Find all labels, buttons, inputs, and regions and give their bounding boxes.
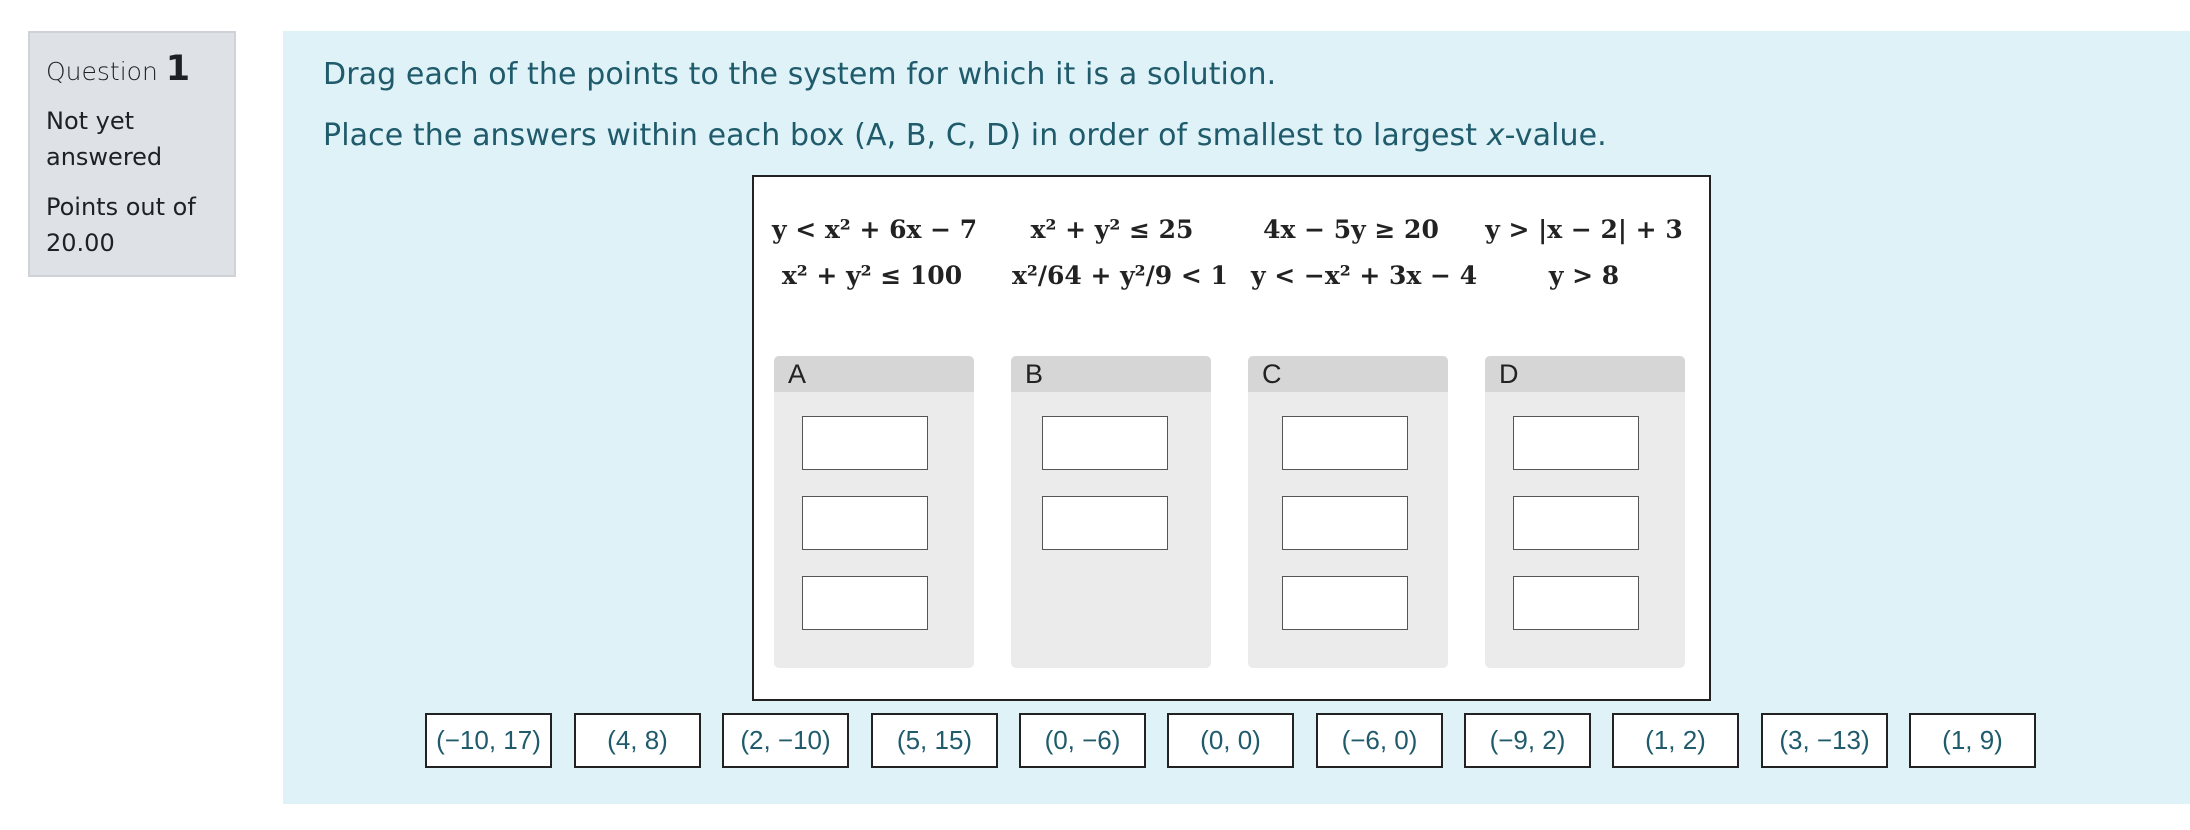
question-state-line2: answered	[46, 142, 163, 171]
question-text-line2	[323, 118, 1607, 153]
system-b-eq2: x²/64 + y²/9 < 1	[1012, 261, 1228, 290]
drop-zone-c-label: C	[1248, 356, 1448, 392]
drag-choice[interactable]: (5, 15)	[871, 713, 998, 768]
drop-slot-a3[interactable]	[802, 576, 928, 630]
question-number	[46, 47, 234, 93]
question-grade-line2: 20.00	[46, 228, 115, 257]
drag-choice[interactable]: (2, −10)	[722, 713, 849, 768]
question-grade	[46, 189, 216, 261]
drop-zone-d	[1485, 356, 1685, 668]
drag-choice[interactable]: (3, −13)	[1761, 713, 1888, 768]
question-label: Question	[46, 57, 158, 86]
drag-choice[interactable]: (4, 8)	[574, 713, 701, 768]
drop-slot-b2[interactable]	[1042, 496, 1168, 550]
question-number-value: 1	[165, 49, 191, 89]
drop-zone-d-label: D	[1485, 356, 1685, 392]
drop-slot-c1[interactable]	[1282, 416, 1408, 470]
question-text-line1: Drag each of the points to the system for which it is a solution.	[323, 57, 1277, 92]
system-a-eq2: x² + y² ≤ 100	[781, 261, 963, 290]
question-text-variable: x	[1486, 118, 1505, 153]
drag-choice[interactable]: (0, 0)	[1167, 713, 1294, 768]
drop-slot-d1[interactable]	[1513, 416, 1639, 470]
system-d-eq2: y > 8	[1548, 261, 1620, 290]
drop-zone-a-label: A	[774, 356, 974, 392]
drop-zone-b-label: B	[1011, 356, 1211, 392]
system-c-eq1: 4x − 5y ≥ 20	[1263, 215, 1439, 244]
drop-zone-a	[774, 356, 974, 668]
system-d-eq1: y > |x − 2| + 3	[1485, 215, 1683, 244]
system-a-eq1: y < x² + 6x − 7	[772, 215, 978, 244]
drop-slot-a2[interactable]	[802, 496, 928, 550]
drop-slot-c3[interactable]	[1282, 576, 1408, 630]
drop-zone-c	[1248, 356, 1448, 668]
system-a	[772, 207, 978, 299]
question-state-line1: Not yet	[46, 106, 135, 135]
question-text-line2-end: -value.	[1504, 118, 1607, 153]
drag-choice[interactable]: (−10, 17)	[425, 713, 552, 768]
drop-slot-d2[interactable]	[1513, 496, 1639, 550]
drag-choice[interactable]: (−6, 0)	[1316, 713, 1443, 768]
system-c-eq2: y < −x² + 3x − 4	[1251, 261, 1478, 290]
drop-zone-figure	[752, 175, 1711, 701]
drop-zone-b	[1011, 356, 1211, 668]
drag-choice[interactable]: (0, −6)	[1019, 713, 1146, 768]
drag-choice[interactable]: (1, 9)	[1909, 713, 2036, 768]
drag-choice[interactable]: (−9, 2)	[1464, 713, 1591, 768]
question-content	[283, 31, 2190, 804]
system-c	[1251, 207, 1478, 299]
drop-slot-c2[interactable]	[1282, 496, 1408, 550]
question-grade-line1: Points out of	[46, 192, 196, 221]
question-text-line2-start: Place the answers within each box (A, B, C, D) in order of smallest to largest	[323, 118, 1487, 153]
drop-slot-a1[interactable]	[802, 416, 928, 470]
drop-slot-b1[interactable]	[1042, 416, 1168, 470]
drag-choice[interactable]: (1, 2)	[1612, 713, 1739, 768]
drop-slot-d3[interactable]	[1513, 576, 1639, 630]
system-b-eq1: x² + y² ≤ 25	[1030, 215, 1194, 244]
question-info	[28, 31, 236, 277]
question-state	[46, 103, 196, 175]
system-b	[1012, 207, 1228, 299]
system-d	[1484, 207, 1684, 299]
